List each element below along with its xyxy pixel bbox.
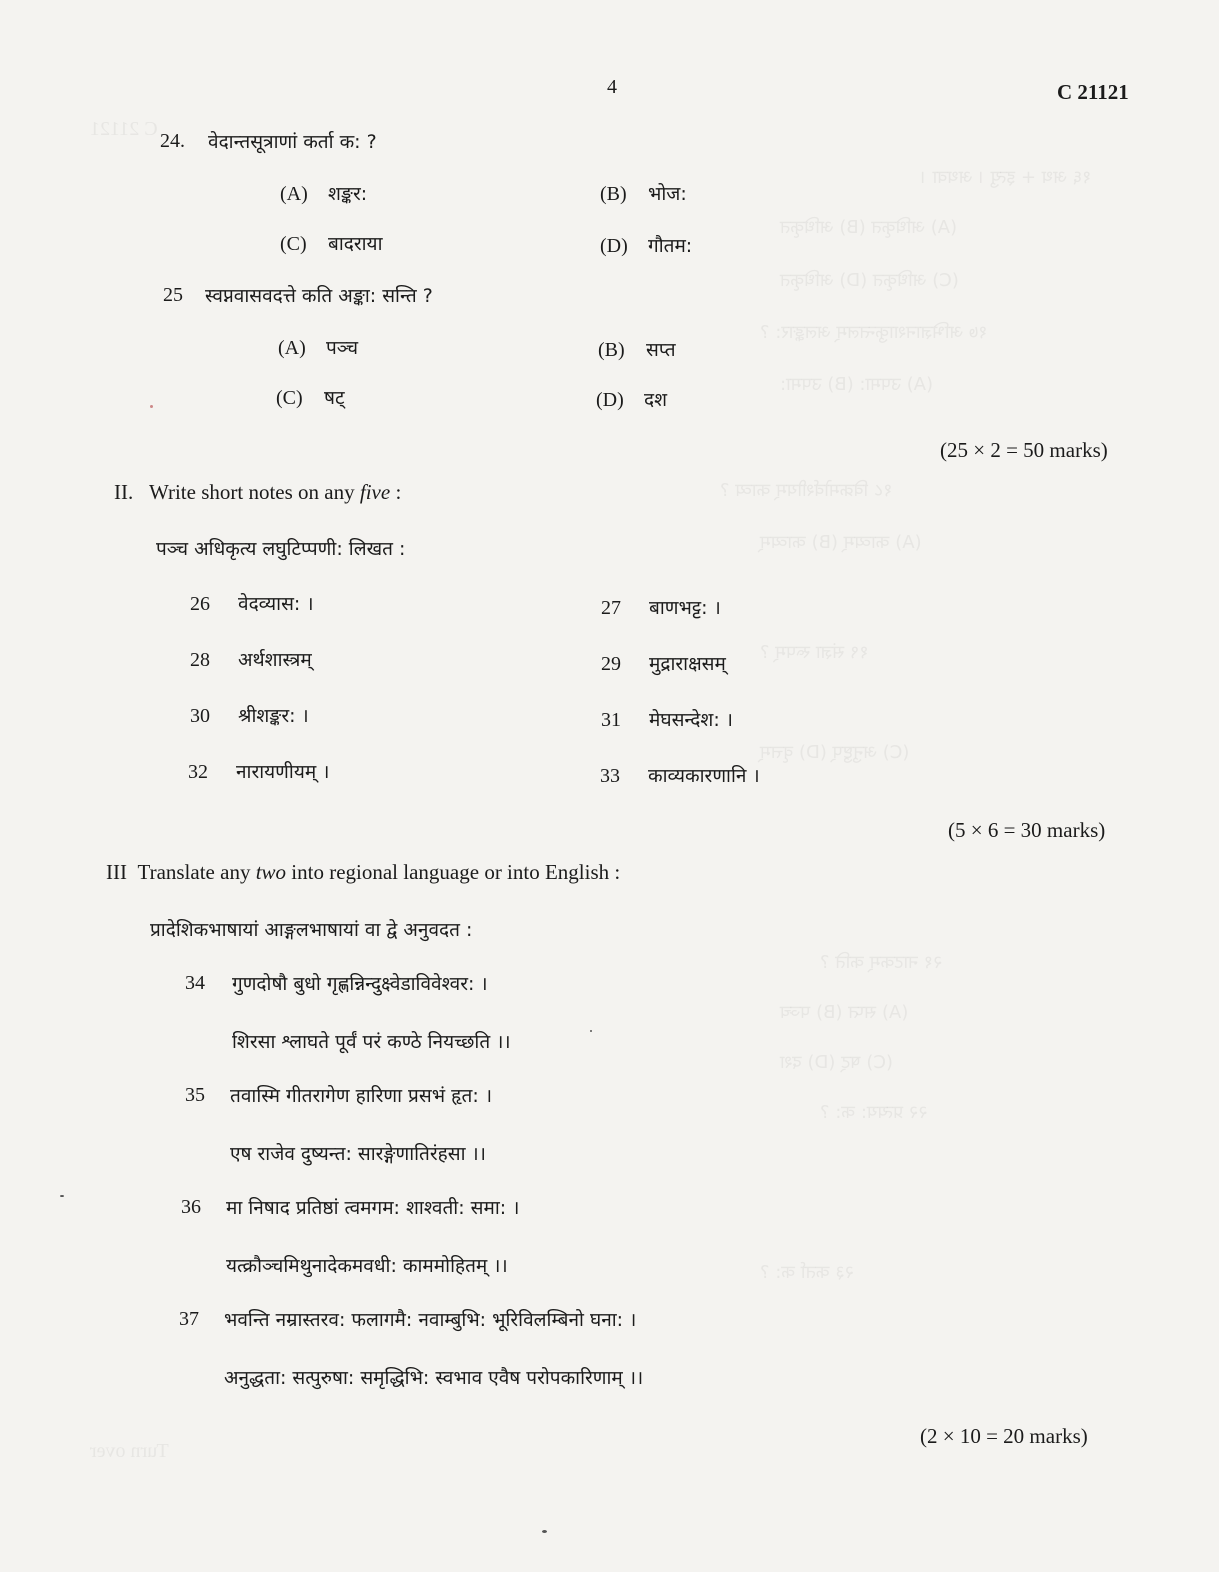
option-label: (B) [598,339,625,361]
option-text: दश [644,389,668,411]
question-number: 25 [163,284,183,306]
item-text: अर्थशास्त्रम् [238,649,312,671]
option-c [280,230,383,256]
heading-text-end: into regional language or into English : [286,860,621,884]
section-1-marks: (25 × 2 = 50 marks) [940,438,1108,462]
option-text: गौतम: [648,235,693,257]
exam-code: C 21121 [1057,80,1129,104]
option-text: बादराया [328,233,383,255]
question-text: वेदान्तसूत्राणां कर्ता क: ? [208,131,377,153]
option-label: (C) [276,387,303,409]
verse-line-2: शिरसा श्लाघते पूर्वं परं कण्ठे नियच्छति ।। [232,1031,511,1053]
option-label: (A) [280,183,308,205]
question-number: 24. [160,130,185,152]
heading-emphasis: five [359,480,391,504]
item-number: 34 [185,972,205,994]
verse-line-1: मा निषाद प्रतिष्ठां त्वमगम: शाश्वती: समा: । [226,1197,520,1219]
option-label: (B) [600,183,627,205]
note-item [190,702,309,728]
option-b [600,180,687,206]
verse-line-2: एष राजेव दुष्यन्त: सारङ्गेणातिरंहसा ।। [230,1143,486,1165]
verse-line-1: भवन्ति नम्रास्तरव: फलागमै: नवाम्बुभि: भूरिविलम्बिनो घना: । [224,1309,637,1331]
heading-text: Write short notes on any [149,480,360,504]
heading-text: Translate any [137,860,256,884]
item-number: 33 [600,765,620,787]
verse-line-2: अनुद्धता: सत्पुरुषा: समृद्धिभि: स्वभाव एवैष परोपकारिणाम् ।। [224,1367,644,1389]
heading-text-end: : [390,480,402,504]
item-number: 29 [601,653,621,675]
sanskrit-heading: पञ्च अधिकृत्य लघुटिप्पणी: लिखत : [156,538,406,560]
scan-speck [590,1030,592,1032]
section-numeral: III [106,860,127,884]
option-text: सप्त [646,339,676,361]
item-number: 28 [190,649,210,671]
item-text: वेदव्यास: । [238,593,314,615]
note-item [190,646,312,672]
note-item [190,590,314,616]
item-text: मुद्राराक्षसम् [649,653,726,675]
scan-speck [542,1530,547,1533]
scan-speck [150,405,153,408]
option-d [596,386,667,412]
question-text: स्वप्नवासवदत्ते कति अङ्का: सन्ति ? [205,285,433,307]
verse-line-1: गुणदोषौ बुधो गृह्णन्निन्दुक्ष्वेडाविवेश्वर: । [232,973,488,995]
option-text: पञ्च [326,337,359,359]
option-label: (D) [600,235,628,257]
section-3-marks: (2 × 10 = 20 marks) [920,1424,1088,1448]
option-text: शङ्कर: [328,183,368,205]
option-label: (D) [596,389,624,411]
item-text: श्रीशङ्कर: । [238,705,309,727]
sanskrit-heading: प्रादेशिकभाषायां आङ्गलभाषायां वा द्वे अनुवदत : [150,919,473,941]
item-text: मेघसन्देश: । [649,709,733,731]
verse-line-2: यत्क्रौञ्चमिथुनादेकमवधी: काममोहितम् ।। [226,1255,508,1277]
item-number: 35 [185,1084,205,1106]
option-label: (A) [278,337,306,359]
heading-emphasis: two [255,860,287,884]
option-c [276,384,345,410]
section-heading [106,860,620,885]
note-item [601,594,721,620]
option-a [278,334,358,360]
item-text: नारायणीयम् । [236,761,330,783]
item-number: 32 [188,761,208,783]
item-number: 30 [190,705,210,727]
section-numeral: II. [114,480,134,504]
item-number: 26 [190,593,210,615]
option-text: भोज: [648,183,687,205]
item-number: 36 [181,1196,201,1218]
verse-line-1: तवास्मि गीतरागेण हारिणा प्रसभं हृत: । [230,1085,493,1107]
option-a [280,180,367,206]
note-item [601,706,733,732]
section-heading [114,480,401,505]
exam-page: १६ अथ + इत्यु । अथवा । (A) अधिकृत (B) अधिकृत (C) अधिकृत (D) अधिकृत १७ अभिज्ञानशाकुन्तलम् अलङ्कार: ? (A) उपमा: (B) उपमा: १८ विक्रमोर्वशीयम् काव्य ? (A) काव्यम् (B) काव्यम् १९ संज्ञा रूपम् ? (C) अनुष्टुप् (D) वृत्तम् २१ नाटकम् कति ? (A) सप्त (B) पञ्च (C) षट् (D) दश २२ प्रत्यय: क: ? २३ कर्ता क: ? Turn over C 21121 4 C 21121 24. वेदान्तसूत्राणां कर्ता क: ? (A) शङ्कर: (B) भोज: (C) बादराया (D) गौतम: 25 स्वप्नवासवदत्ते कति अङ्का: सन्ति ? (A) पञ्च (B) सप्त (C) षट् (D) दश (25 × 2 = 50 marks) II. Write short notes on any five : पञ्च अधिकृत्य लघुटिप्पणी: लिखत : 26 वेदव्यास: । 27 बाणभट्ट: । 28 अर्थशास्त्रम् 29 मुद्राराक्षसम् 30 श्रीशङ्कर: । 31 मेघसन्देश: । 32 नारायणीयम् । 33 काव्यकारणानि । (5 × 6 = 30 marks) III Translate any two into regional language or into English : प्रादेशिकभाषायां आङ्गलभाषायां वा द्वे अनुवदत : 34 गुणदोषौ बुधो गृह्णन्निन्दुक्ष्वेडाविवेश्वर: । शिरसा श्लाघते पूर्वं परं कण्ठे नियच्छति ।। 35 तवास्मि गीतरागेण हारिणा प्रसभं हृत: । एष राजेव दुष्यन्त: सारङ्गेणातिरंहसा ।। 36 मा निषाद प्रतिष्ठां त्वमगम: शाश्वती: समा: । यत्क्रौञ्चमिथुनादेकमवधी: काममोहितम् ।। 37 भवन्ति नम्रास्तरव: फलागमै: नवाम्बुभि: भूरिविलम्बिनो घना: । अनुद्धता: सत्पुरुषा: समृद्धिभि: स्वभाव एवैष परोपकारिणाम् ।। (2 × 10 = 20 marks) [0,0,1219,1572]
note-item [600,762,760,788]
note-item [601,650,726,676]
item-text: बाणभट्ट: । [649,597,721,619]
item-number: 31 [601,709,621,731]
note-item [188,758,329,784]
item-text: काव्यकारणानि । [648,765,760,787]
option-b [598,336,676,362]
option-text: षट् [324,387,345,409]
option-label: (C) [280,233,307,255]
item-number: 27 [601,597,621,619]
section-2-marks: (5 × 6 = 30 marks) [948,818,1106,842]
page-number: 4 [607,76,617,98]
item-number: 37 [179,1308,199,1330]
option-d [600,232,692,258]
scan-speck [60,1195,64,1197]
